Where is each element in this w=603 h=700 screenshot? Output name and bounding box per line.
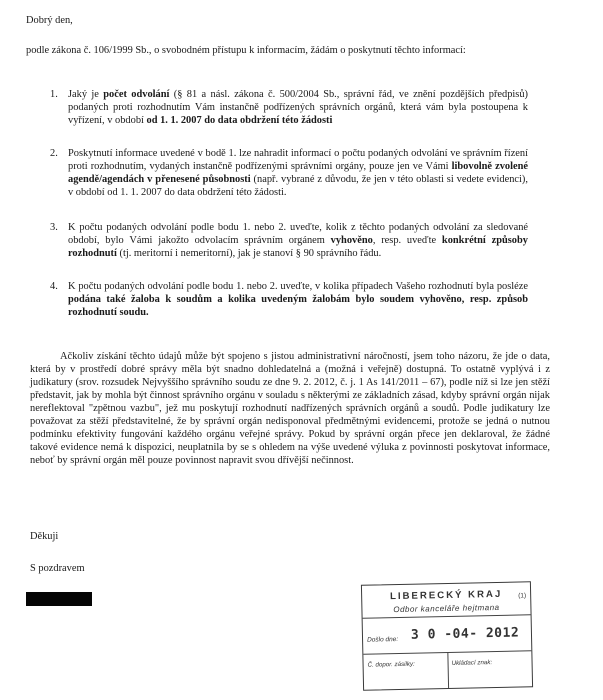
greeting: Dobrý den, xyxy=(26,15,73,26)
stamp-date-value: 3 0 -04- 2012 xyxy=(410,625,520,643)
list-item: K počtu podaných odvolání podle bodu 1. nebo 2. uveďte, kolik z těchto podaných odvolání za sledované období, bylo Vámi jakožto odvolacím správním orgánem vyhověno, resp. uveďte konkrétní způsoby rozhodnutí (tj. meritorní i nemeritorní), jak je stanoví § 90 správního řádu. xyxy=(68,222,528,259)
registry-stamp xyxy=(361,581,533,691)
list-item: Jaký je počet odvolání (§ 81 a násl. zákona č. 500/2004 Sb., správní řád, ve znění pozdějších předpisů) podaných proti rozhodnutím Vám instančně podřízených správních orgánů, která vám byla postoupena k vyřízení, v období od 1. 1. 2007 do data obdržení této žádosti xyxy=(68,89,528,126)
stamp-ref-label: Č. dopor. zásilky: xyxy=(367,660,415,669)
intro-paragraph: podle zákona č. 106/1999 Sb., o svobodném přístupu k informacím, žádám o poskytnutí těchto informací: xyxy=(26,45,466,56)
stamp-date-label: Došlo dne: xyxy=(366,636,399,644)
list-number: 1. xyxy=(50,89,58,100)
stamp-corner-number: (1) xyxy=(518,592,527,600)
list-item: K počtu podaných odvolání podle bodu 1. nebo 2. uveďte, v kolika případech Vašeho rozhodnutí byla posléze podána také žaloba k soudům a kolika uvedeným žalobám bylo soudem vyhověno, resp. způsob rozhodnutí soudu. xyxy=(68,281,528,318)
stamp-file-label: Ukládací znak: xyxy=(451,659,493,667)
redacted-signature xyxy=(26,592,92,606)
list-item: Poskytnutí informace uvedené v bodě 1. lze nahradit informací o počtu podaných odvolání ve správním řízení proti rozhodnutím, vydaných instančně podřízenými správními orgány, pouze jen ve Vámi libovolně zvolené agendě/agendách v přenesené působnosti (např. vybrané z důvodu, že jen v této oblasti si vedete evidenci), v období od 1. 1. 2007 do data obdržení této žádosti. xyxy=(68,148,529,198)
thanks-text: Děkuji xyxy=(30,531,59,542)
body-paragraph: Ačkoliv získání těchto údajů může být spojeno s jistou administrativní náročností, jsem toho názoru, že jde o data, která by v prostředí dobré správy měla být snadno dohledatelná a (možná i veřejně) dostupná. To ostatně vyplývá i z judikatury (srov. rozsudek Nejvyššího správního soudu ze dne 9. 2. 2012, č. j. 1 As 141/2011 – 67), podle níž si lze jen stěží představit, jak by mohla být činnost správního orgánu v souladu s některými ze základních zásad, kdyby správní orgán nijak nereflektoval "zpětnou vazbu", jež mu poskytují rozhodnutí nadřízených správních orgánů a soudů. Podle judikatury lze považovat za stěží představitelné, že by správní orgán nedisponoval předmětnými evidencemi, protože se jedná o nutnou podmínku efektivity fungování každého orgánu veřejné správy. Pokud by správní orgán přece jen deklaroval, že žádné takové evidence nemá k dispozici, neuplatnila by se s ohledem na výše uvedené výluka z povinnosti poskytovat informace, neboť by správní orgán měl pouze povinnost napravit svou dřívější nečinnost. xyxy=(30,351,550,466)
stamp-org-department: Odbor kanceláře hejtmana xyxy=(393,602,500,615)
list-number: 2. xyxy=(50,148,58,159)
stamp-org-name: LIBERECKÝ KRAJ xyxy=(389,588,503,603)
list-number: 4. xyxy=(50,281,58,292)
list-number: 3. xyxy=(50,222,58,233)
closing-text: S pozdravem xyxy=(30,563,85,574)
